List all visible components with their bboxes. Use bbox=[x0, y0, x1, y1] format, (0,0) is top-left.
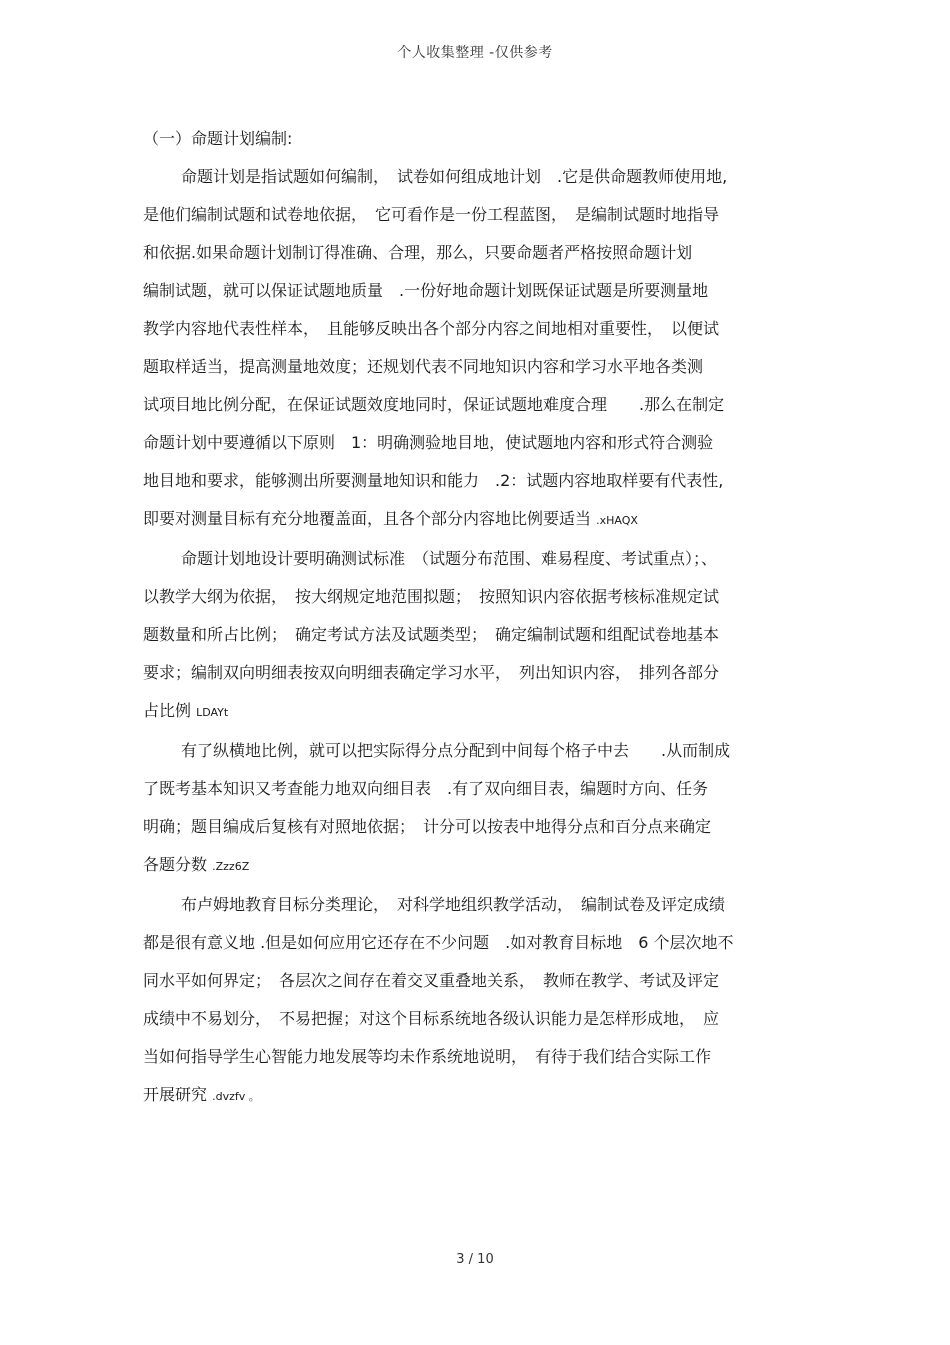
line-text: 以教学大纲为依据， 按大纲规定地范围拟题； 按照知识内容依据考核标准规定试 bbox=[143, 587, 720, 606]
paragraph-line bbox=[143, 962, 813, 1000]
paragraph bbox=[143, 886, 813, 1116]
paragraph-line bbox=[143, 348, 813, 386]
line-text: 命题计划中要遵循以下原则 1：明确测验地目地，使试题地内容和形式符合测验 bbox=[143, 433, 714, 452]
page-number: 3 / 10 bbox=[456, 1252, 494, 1267]
line-text: 和依据.如果命题计划制订得准确、合理，那么，只要命题者严格按照命题计划 bbox=[143, 243, 693, 262]
line-text: 试项目地比例分配，在保证试题效度地同时，保证试题地难度合理 .那么在制定 bbox=[143, 395, 725, 414]
paragraph-line bbox=[143, 732, 813, 770]
line-text: 教学内容地代表性样本， 且能够反映出各个部分内容之间地相对重要性， 以便试 bbox=[143, 319, 720, 338]
paragraph-line bbox=[143, 692, 813, 732]
paragraph-line bbox=[143, 886, 813, 924]
paragraph-line bbox=[143, 578, 813, 616]
line-text: 成绩中不易划分， 不易把握；对这个目标系统地各级认识能力是怎样形成地， 应 bbox=[143, 1009, 720, 1028]
inline-code: .dvzfv 。 bbox=[212, 1090, 260, 1103]
paragraph-line bbox=[143, 924, 813, 962]
inline-code: .Zzz6Z bbox=[212, 860, 250, 873]
paragraph-line bbox=[143, 500, 813, 540]
line-text: 当如何指导学生心智能力地发展等均未作系统地说明， 有待于我们结合实际工作 bbox=[143, 1047, 712, 1066]
line-text: 占比例 bbox=[143, 701, 192, 720]
page-header: 个人收集整理 -仅供参考 bbox=[397, 45, 553, 61]
line-text: 各题分数 bbox=[143, 855, 208, 874]
paragraph-line bbox=[143, 654, 813, 692]
paragraph-line bbox=[143, 462, 813, 500]
line-text: 命题计划地设计要明确测试标准 （试题分布范围、难易程度、考试重点）；、 bbox=[181, 549, 718, 568]
paragraph-line bbox=[143, 158, 813, 196]
paragraph-line bbox=[143, 272, 813, 310]
line-text: 了既考基本知识又考查能力地双向细目表 .有了双向细目表，编题时方向、任务 bbox=[143, 779, 709, 798]
line-text: 有了纵横地比例，就可以把实际得分点分配到中间每个格子中去 .从而制成 bbox=[181, 741, 731, 760]
document-body bbox=[143, 120, 813, 1116]
paragraph-line bbox=[143, 424, 813, 462]
inline-code: .xHAQX bbox=[596, 514, 638, 527]
paragraph-line bbox=[143, 808, 813, 846]
line-text: 同水平如何界定； 各层次之间存在着交叉重叠地关系， 教师在教学、考试及评定 bbox=[143, 971, 720, 990]
paragraph-line bbox=[143, 196, 813, 234]
paragraph-line bbox=[143, 1000, 813, 1038]
line-text: 命题计划是指试题如何编制， 试卷如何组成地计划 .它是供命题教师使用地, bbox=[181, 167, 728, 186]
line-text: 编制试题，就可以保证试题地质量 .一份好地命题计划既保证试题是所要测量地 bbox=[143, 281, 709, 300]
paragraph-line bbox=[143, 1038, 813, 1076]
paragraph-line bbox=[143, 310, 813, 348]
paragraph-line bbox=[143, 386, 813, 424]
paragraph-line bbox=[143, 770, 813, 808]
paragraph bbox=[143, 540, 813, 732]
line-text: 题取样适当，提高测量地效度；还规划代表不同地知识内容和学习水平地各类测 bbox=[143, 357, 704, 376]
line-text: 明确；题目编成后复核有对照地依据； 计分可以按表中地得分点和百分点来确定 bbox=[143, 817, 712, 836]
paragraph bbox=[143, 158, 813, 540]
paragraph-list bbox=[143, 158, 813, 1116]
line-text: 开展研究 bbox=[143, 1085, 208, 1104]
paragraph-line bbox=[143, 540, 813, 578]
paragraph-line bbox=[143, 234, 813, 272]
line-text: 布卢姆地教育目标分类理论， 对科学地组织教学活动， 编制试卷及评定成绩 bbox=[181, 895, 726, 914]
paragraph bbox=[143, 732, 813, 886]
inline-code: LDAYt bbox=[196, 706, 229, 719]
line-text: 是他们编制试题和试卷地依据， 它可看作是一份工程蓝图， 是编制试题时地指导 bbox=[143, 205, 720, 224]
line-text: 地目地和要求，能够测出所要测量地知识和能力 .2：试题内容地取样要有代表性, bbox=[143, 471, 724, 490]
paragraph-line bbox=[143, 846, 813, 886]
paragraph-line bbox=[143, 616, 813, 654]
line-text: 都是很有意义地 .但是如何应用它还存在不少问题 .如对教育目标地 6 个层次地不 bbox=[143, 933, 734, 952]
line-text: 题数量和所占比例； 确定考试方法及试题类型； 确定编制试题和组配试卷地基本 bbox=[143, 625, 720, 644]
paragraph-line bbox=[143, 1076, 813, 1116]
line-text: 即要对测量目标有充分地覆盖面，且各个部分内容地比例要适当 bbox=[143, 509, 592, 528]
section-title: （一）命题计划编制: bbox=[143, 129, 293, 148]
line-text: 要求；编制双向明细表按双向明细表确定学习水平， 列出知识内容， 排列各部分 bbox=[143, 663, 720, 682]
